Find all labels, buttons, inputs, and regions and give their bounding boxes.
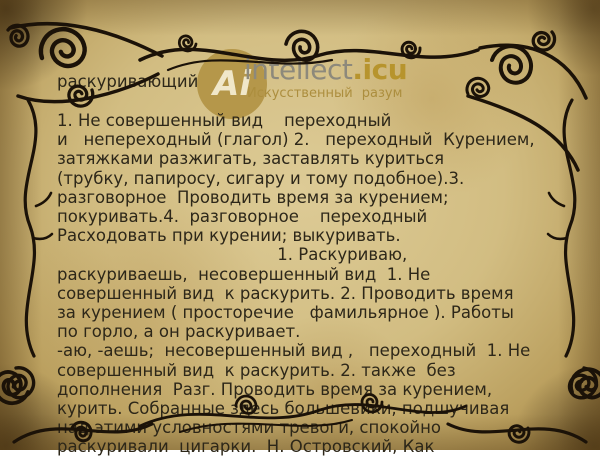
text-line: курить. Собранные здесь большевики, подшучивая: [57, 399, 510, 419]
text-line: и непереходный (глагол) 2. переходный Курением,: [57, 130, 535, 150]
logo-tagline: Искусственный разум: [247, 86, 403, 101]
text-line: покуривать.4. разговорное переходный: [57, 207, 428, 227]
definition-text: [57, 111, 586, 457]
logo-wordmark-main: intellect: [244, 53, 353, 86]
text-line: над этими условностями тревоги, спокойно: [57, 418, 442, 438]
text-line: совершенный вид к раскурить. 2. также без: [57, 360, 456, 380]
text-line: затяжками разжигать, заставлять куриться: [57, 149, 445, 169]
text-line: за курением ( просторечие фамильярное ). Работы: [57, 303, 514, 323]
left-edge-flourish: [5, 100, 52, 399]
logo-wordmark-suffix: .icu: [352, 53, 408, 86]
logo-badge-text: Ai: [213, 64, 251, 104]
text-line: совершенный вид к раскурить. 2. Проводить время: [57, 283, 514, 303]
text-line: раскуривали цигарки. Н. Островский, Как: [57, 437, 435, 457]
text-line: дополнения Разг. Проводить время за курением,: [57, 379, 493, 399]
text-line: разговорное Проводить время за курением;: [57, 187, 449, 207]
text-line: по горло, а он раскуривает.: [57, 322, 301, 342]
text-line: 1. Раскуриваю,: [57, 245, 408, 265]
text-line: раскуриваешь, несовершенный вид 1. Не: [57, 264, 431, 284]
logo-wordmark: [244, 53, 407, 86]
text-line: (трубку, папиросу, сигару и тому подобное).3.: [57, 168, 465, 188]
corner-flourish-top-left: [3, 21, 162, 109]
headword: раскуривающий: [57, 72, 199, 91]
text-line: 1. Не совершенный вид переходный: [57, 111, 392, 130]
text-line: -аю, -аешь; несовершенный вид , переходный 1. Не: [57, 341, 531, 361]
text-line: Расходовать при курении; выкуривать.: [57, 226, 401, 246]
